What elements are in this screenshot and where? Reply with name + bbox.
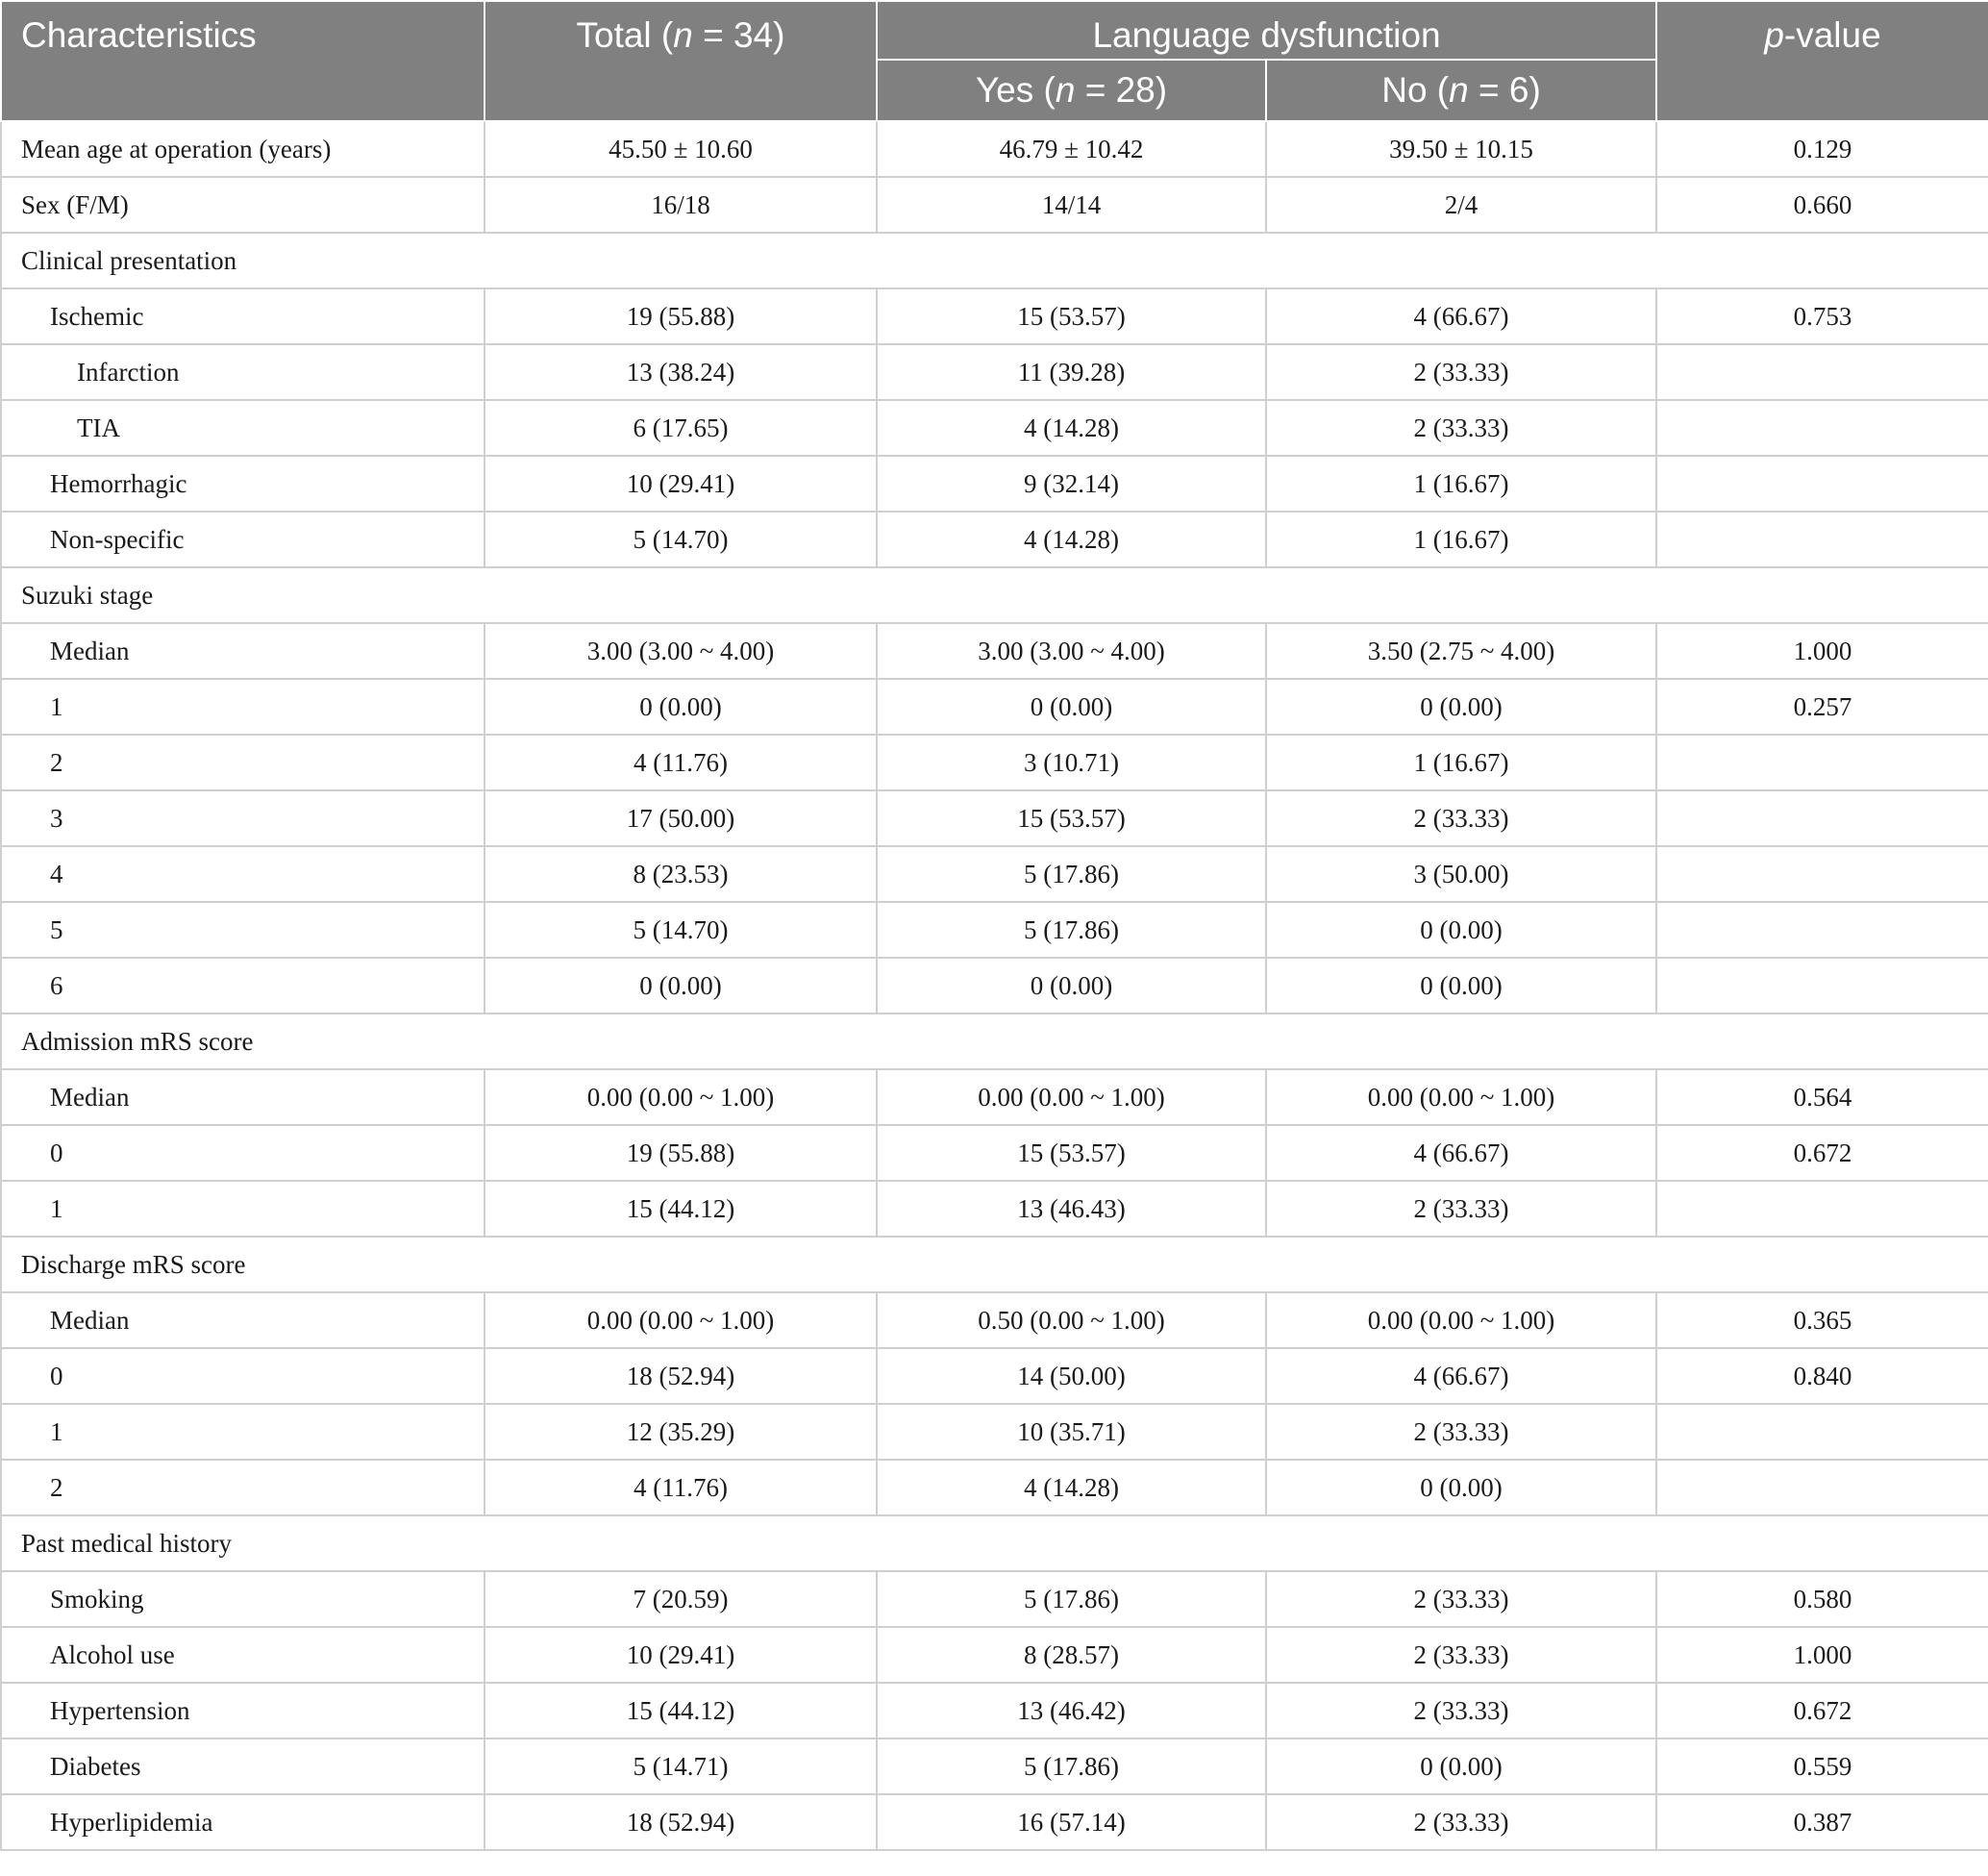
cell-total: 15 (44.12) [485, 1181, 877, 1237]
cell-no: 2 (33.33) [1266, 344, 1656, 400]
header-yes-suffix: = 28) [1075, 70, 1168, 110]
cell-p-value [1656, 958, 1988, 1013]
cell-p-value: 0.365 [1656, 1292, 1988, 1348]
header-total-prefix: Total ( [576, 15, 674, 55]
cell-total: 5 (14.70) [485, 512, 877, 567]
table-row [1, 735, 1988, 790]
header-no-prefix: No ( [1381, 70, 1450, 110]
cell-no: 2 (33.33) [1266, 1181, 1656, 1237]
cell-no: 2/4 [1266, 177, 1656, 233]
cell-yes: 15 (53.57) [877, 790, 1266, 846]
cell-total: 8 (23.53) [485, 846, 877, 902]
header-no-suffix: = 6) [1468, 70, 1541, 110]
row-label: 6 [1, 958, 485, 1013]
cell-p-value [1656, 344, 1988, 400]
cell-yes: 3.00 (3.00 ~ 4.00) [877, 623, 1266, 679]
cell-yes: 4 (14.28) [877, 1460, 1266, 1515]
cell-p-value [1656, 1460, 1988, 1515]
table-header [1, 1, 1988, 121]
cell-total: 18 (52.94) [485, 1794, 877, 1850]
cell-p-value [1656, 512, 1988, 567]
row-label: Sex (F/M) [1, 177, 485, 233]
cell-p-value [1656, 1404, 1988, 1460]
cell-p-value [1656, 456, 1988, 512]
cell-total: 10 (29.41) [485, 456, 877, 512]
cell-no: 0.00 (0.00 ~ 1.00) [1266, 1292, 1656, 1348]
row-label: Non-specific [1, 512, 485, 567]
header-p-italic: p [1764, 15, 1784, 55]
table-row [1, 1627, 1988, 1683]
cell-no: 4 (66.67) [1266, 288, 1656, 344]
table-row [1, 1794, 1988, 1850]
cell-total: 5 (14.70) [485, 902, 877, 958]
cell-no: 0 (0.00) [1266, 679, 1656, 735]
row-label: TIA [1, 400, 485, 456]
cell-p-value: 0.564 [1656, 1069, 1988, 1125]
row-label: Median [1, 1069, 485, 1125]
cell-no: 2 (33.33) [1266, 1404, 1656, 1460]
cell-yes: 5 (17.86) [877, 1738, 1266, 1794]
cell-p-value: 0.559 [1656, 1738, 1988, 1794]
header-total-n: n [673, 15, 693, 55]
table-row [1, 790, 1988, 846]
cell-p-value: 0.129 [1656, 121, 1988, 177]
row-label: Hemorrhagic [1, 456, 485, 512]
cell-total: 6 (17.65) [485, 400, 877, 456]
cell-p-value: 0.387 [1656, 1794, 1988, 1850]
cell-no: 1 (16.67) [1266, 512, 1656, 567]
row-label: Ischemic [1, 288, 485, 344]
header-total-suffix: = 34) [692, 15, 785, 55]
cell-yes: 8 (28.57) [877, 1627, 1266, 1683]
cell-yes: 11 (39.28) [877, 344, 1266, 400]
cell-yes: 46.79 ± 10.42 [877, 121, 1266, 177]
cell-p-value [1656, 735, 1988, 790]
header-language-dysfunction: Language dysfunction [877, 1, 1656, 60]
cell-total: 12 (35.29) [485, 1404, 877, 1460]
section-label: Discharge mRS score [1, 1237, 1988, 1292]
cell-total: 19 (55.88) [485, 1125, 877, 1181]
cell-no: 0 (0.00) [1266, 958, 1656, 1013]
cell-p-value: 1.000 [1656, 623, 1988, 679]
table-row [1, 177, 1988, 233]
cell-yes: 0.50 (0.00 ~ 1.00) [877, 1292, 1266, 1348]
row-label: 2 [1, 735, 485, 790]
row-label: Smoking [1, 1571, 485, 1627]
cell-total: 19 (55.88) [485, 288, 877, 344]
cell-yes: 14/14 [877, 177, 1266, 233]
table-row [1, 902, 1988, 958]
row-label: Hypertension [1, 1683, 485, 1738]
row-label: 5 [1, 902, 485, 958]
cell-yes: 0 (0.00) [877, 958, 1266, 1013]
section-row [1, 1237, 1988, 1292]
table-row [1, 1404, 1988, 1460]
cell-yes: 13 (46.42) [877, 1683, 1266, 1738]
cell-no: 0.00 (0.00 ~ 1.00) [1266, 1069, 1656, 1125]
cell-total: 13 (38.24) [485, 344, 877, 400]
row-label: 0 [1, 1125, 485, 1181]
section-row [1, 1515, 1988, 1571]
cell-no: 3.50 (2.75 ~ 4.00) [1266, 623, 1656, 679]
cell-p-value: 0.840 [1656, 1348, 1988, 1404]
cell-yes: 13 (46.43) [877, 1181, 1266, 1237]
cell-no: 2 (33.33) [1266, 400, 1656, 456]
table-row [1, 1738, 1988, 1794]
cell-no: 3 (50.00) [1266, 846, 1656, 902]
cell-total: 0.00 (0.00 ~ 1.00) [485, 1292, 877, 1348]
cell-total: 18 (52.94) [485, 1348, 877, 1404]
cell-yes: 16 (57.14) [877, 1794, 1266, 1850]
row-label: Alcohol use [1, 1627, 485, 1683]
row-label: Diabetes [1, 1738, 485, 1794]
header-no [1266, 60, 1656, 121]
cell-p-value: 0.672 [1656, 1683, 1988, 1738]
row-label: 4 [1, 846, 485, 902]
cell-no: 1 (16.67) [1266, 456, 1656, 512]
section-row [1, 233, 1988, 288]
header-characteristics: Characteristics [1, 1, 485, 121]
cell-no: 2 (33.33) [1266, 1627, 1656, 1683]
table-row [1, 1181, 1988, 1237]
cell-yes: 15 (53.57) [877, 1125, 1266, 1181]
cell-yes: 0.00 (0.00 ~ 1.00) [877, 1069, 1266, 1125]
header-p-value [1656, 1, 1988, 121]
cell-no: 39.50 ± 10.15 [1266, 121, 1656, 177]
cell-total: 10 (29.41) [485, 1627, 877, 1683]
row-label: 3 [1, 790, 485, 846]
cell-no: 1 (16.67) [1266, 735, 1656, 790]
cell-total: 17 (50.00) [485, 790, 877, 846]
cell-total: 16/18 [485, 177, 877, 233]
section-label: Suzuki stage [1, 567, 1988, 623]
table-row [1, 1460, 1988, 1515]
row-label: Median [1, 623, 485, 679]
header-p-rest: -value [1783, 15, 1881, 55]
cell-p-value: 0.580 [1656, 1571, 1988, 1627]
section-label: Admission mRS score [1, 1013, 1988, 1069]
cell-p-value: 0.672 [1656, 1125, 1988, 1181]
table-row [1, 679, 1988, 735]
cell-yes: 4 (14.28) [877, 400, 1266, 456]
table-row [1, 400, 1988, 456]
row-label: Median [1, 1292, 485, 1348]
header-no-n: n [1449, 70, 1469, 110]
table-row [1, 512, 1988, 567]
cell-total: 4 (11.76) [485, 1460, 877, 1515]
cell-p-value [1656, 846, 1988, 902]
cell-no: 4 (66.67) [1266, 1348, 1656, 1404]
header-yes-prefix: Yes ( [975, 70, 1056, 110]
table-row [1, 1571, 1988, 1627]
cell-p-value [1656, 1181, 1988, 1237]
cell-p-value: 0.257 [1656, 679, 1988, 735]
cell-no: 0 (0.00) [1266, 1738, 1656, 1794]
cell-total: 7 (20.59) [485, 1571, 877, 1627]
table-body [1, 121, 1988, 1850]
table-row [1, 958, 1988, 1013]
header-yes [877, 60, 1266, 121]
cell-yes: 10 (35.71) [877, 1404, 1266, 1460]
row-label: Infarction [1, 344, 485, 400]
cell-yes: 3 (10.71) [877, 735, 1266, 790]
cell-total: 0 (0.00) [485, 958, 877, 1013]
cell-yes: 14 (50.00) [877, 1348, 1266, 1404]
table-row [1, 288, 1988, 344]
row-label: 2 [1, 1460, 485, 1515]
row-label: 1 [1, 679, 485, 735]
cell-total: 3.00 (3.00 ~ 4.00) [485, 623, 877, 679]
cell-no: 2 (33.33) [1266, 790, 1656, 846]
table-row [1, 1348, 1988, 1404]
row-label: 1 [1, 1181, 485, 1237]
header-total [485, 1, 877, 121]
cell-yes: 4 (14.28) [877, 512, 1266, 567]
table-row [1, 344, 1988, 400]
cell-total: 5 (14.71) [485, 1738, 877, 1794]
cell-total: 0.00 (0.00 ~ 1.00) [485, 1069, 877, 1125]
cell-total: 45.50 ± 10.60 [485, 121, 877, 177]
cell-yes: 15 (53.57) [877, 288, 1266, 344]
row-label: 1 [1, 1404, 485, 1460]
cell-p-value [1656, 790, 1988, 846]
section-row [1, 1013, 1988, 1069]
cell-no: 2 (33.33) [1266, 1683, 1656, 1738]
table-row [1, 1125, 1988, 1181]
section-row [1, 567, 1988, 623]
table-row [1, 1683, 1988, 1738]
section-label: Clinical presentation [1, 233, 1988, 288]
table-row [1, 623, 1988, 679]
row-label: Hyperlipidemia [1, 1794, 485, 1850]
cell-p-value: 0.753 [1656, 288, 1988, 344]
cell-no: 0 (0.00) [1266, 1460, 1656, 1515]
cell-no: 2 (33.33) [1266, 1571, 1656, 1627]
cell-total: 0 (0.00) [485, 679, 877, 735]
table-row [1, 121, 1988, 177]
cell-no: 2 (33.33) [1266, 1794, 1656, 1850]
cell-yes: 0 (0.00) [877, 679, 1266, 735]
header-yes-n: n [1055, 70, 1076, 110]
cell-yes: 5 (17.86) [877, 902, 1266, 958]
row-label: 0 [1, 1348, 485, 1404]
cell-total: 15 (44.12) [485, 1683, 877, 1738]
cell-yes: 5 (17.86) [877, 1571, 1266, 1627]
cell-yes: 5 (17.86) [877, 846, 1266, 902]
cell-p-value [1656, 400, 1988, 456]
row-label: Mean age at operation (years) [1, 121, 485, 177]
cell-p-value [1656, 902, 1988, 958]
cell-yes: 9 (32.14) [877, 456, 1266, 512]
table-row [1, 1292, 1988, 1348]
table-row [1, 456, 1988, 512]
table-row [1, 846, 1988, 902]
cell-p-value: 0.660 [1656, 177, 1988, 233]
section-label: Past medical history [1, 1515, 1988, 1571]
cell-no: 0 (0.00) [1266, 902, 1656, 958]
table-row [1, 1069, 1988, 1125]
cell-p-value: 1.000 [1656, 1627, 1988, 1683]
cell-total: 4 (11.76) [485, 735, 877, 790]
cell-no: 4 (66.67) [1266, 1125, 1656, 1181]
